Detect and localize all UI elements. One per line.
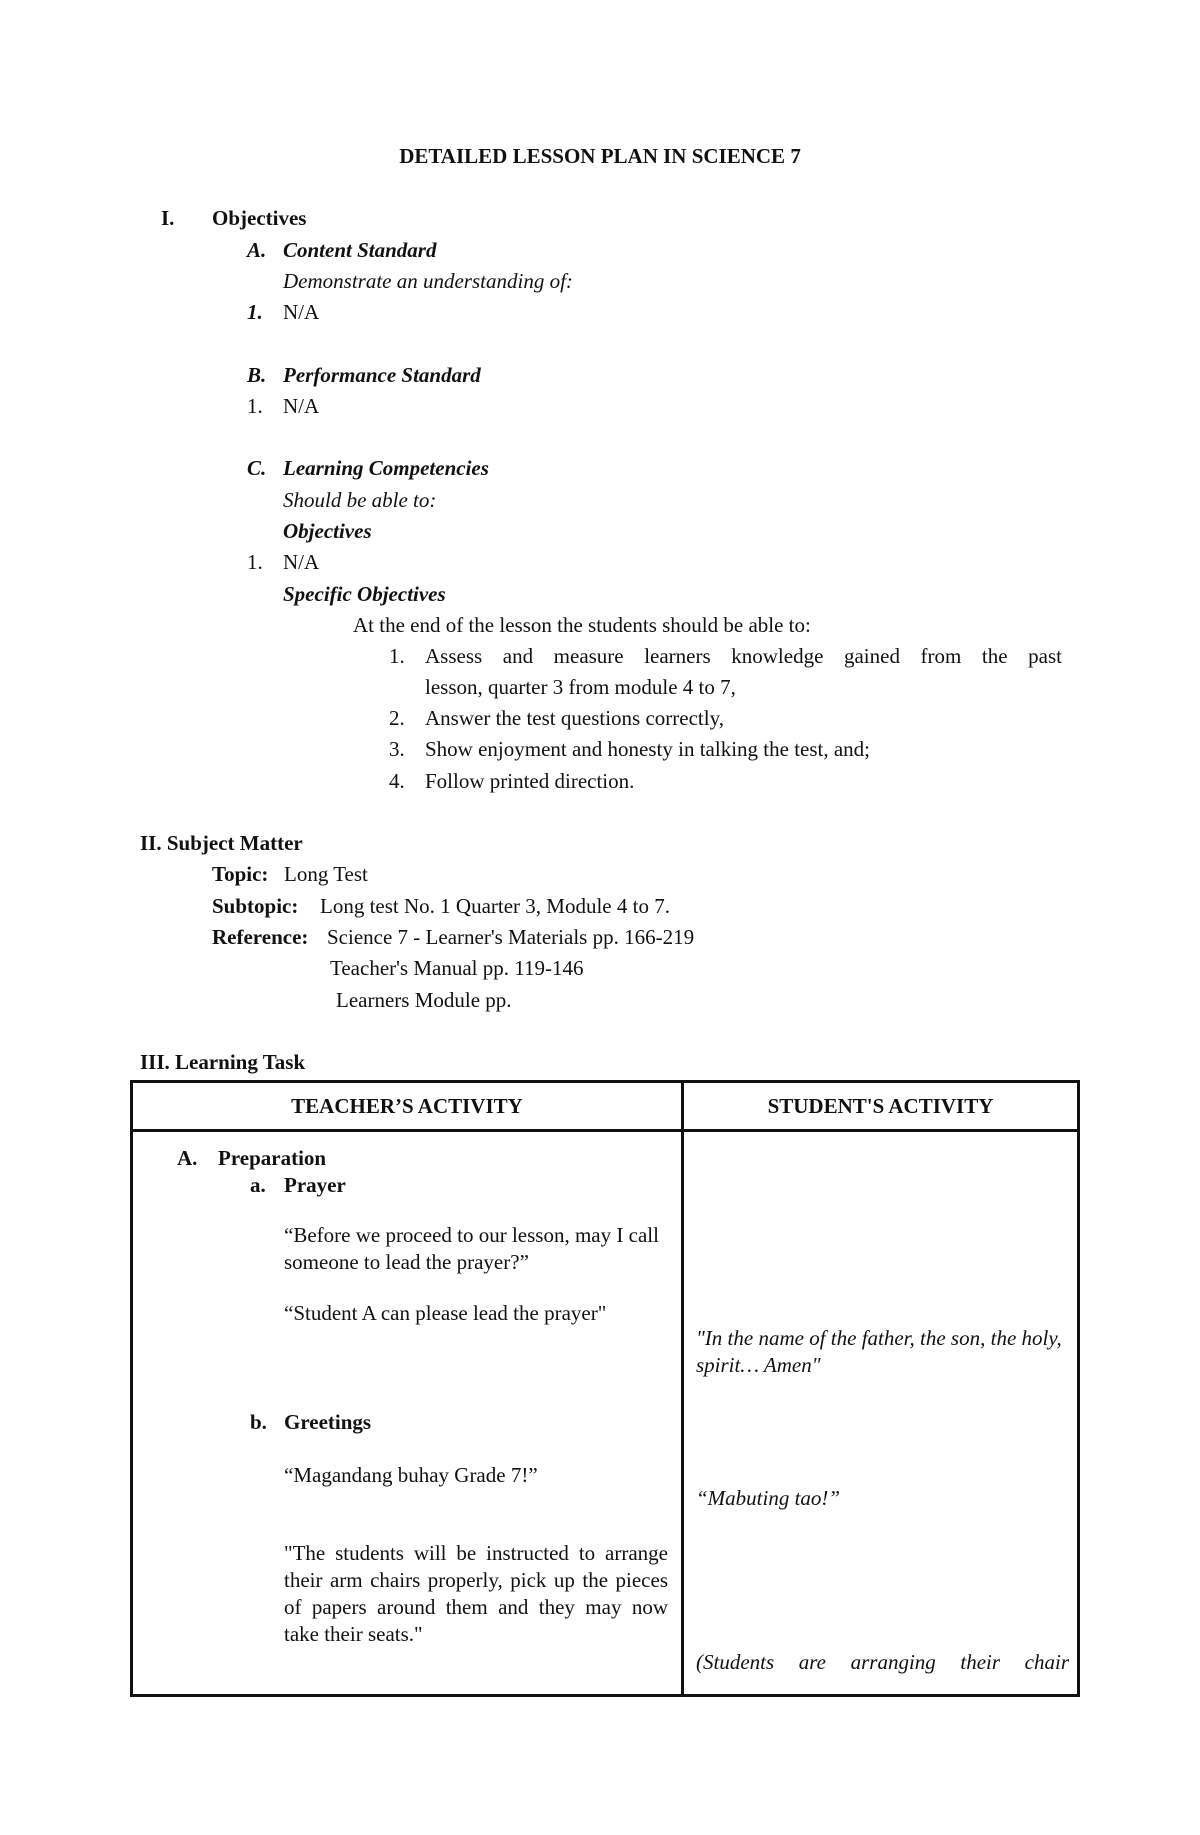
greetings-letter: b. [250,1410,267,1434]
teacher-activity-header: TEACHER’S ACTIVITY [132,1082,683,1131]
student-activity-header: STUDENT'S ACTIVITY [683,1082,1079,1131]
table-row [132,1131,1079,1696]
prayer-response: "In the name of the father, the son, the holy, spirit… Amen" [696,1326,1062,1377]
student-activity-cell [683,1131,1079,1696]
arranging-response: (Students are arranging their chair [696,1650,1069,1674]
specific-item-3-text: Show enjoyment and honesty in talking the test, and; [425,737,871,761]
performance-standard-letter: B. [247,363,267,387]
performance-standard-item-text: N/A [283,394,320,418]
reference-label: Reference: [212,925,309,949]
section-1-heading: Objectives [212,206,307,230]
document-title: DETAILED LESSON PLAN IN SCIENCE 7 [399,144,801,168]
greetings-response: “Mabuting tao!” [696,1486,841,1510]
table-header-row [132,1082,1079,1131]
prayer-quote-1: “Before we proceed to our lesson, may I call someone to lead the prayer?” [284,1223,659,1274]
seating-instruction: "The students will be instructed to arrange their arm chairs properly, pick up the pieces of papers around them and they may now take their seats." [284,1541,668,1646]
topic-label: Topic: [212,862,269,886]
greetings-quote: “Magandang buhay Grade 7!” [284,1463,538,1487]
specific-item-4-number: 4. [389,769,405,793]
learning-task-table [130,1080,1080,1697]
topic-value: Long Test [284,862,368,886]
content-standard-letter: A. [247,238,267,262]
subtopic-label: Subtopic: [212,894,299,918]
preparation-heading: Preparation [218,1146,327,1170]
reference-line-1: Science 7 - Learner's Materials pp. 166-219 [327,925,695,949]
section-3-heading: III. Learning Task [140,1050,306,1074]
preparation-letter: A. [177,1146,198,1170]
prayer-letter: a. [250,1173,266,1197]
specific-objectives-label: Specific Objectives [283,582,446,606]
specific-item-2-text: Answer the test questions correctly, [425,706,724,730]
content-standard-heading: Content Standard [283,238,437,262]
specific-item-1-line2: lesson, quarter 3 from module 4 to 7, [425,675,736,699]
prayer-quote-2: “Student A can please lead the prayer" [284,1301,607,1325]
specific-item-1-line1: Assess and measure learners knowledge gained from the past [425,644,1062,668]
specific-item-4-text: Follow printed direction. [425,769,635,793]
learning-competencies-item-number: 1. [247,550,263,574]
section-2-heading: II. Subject Matter [140,831,303,855]
specific-item-2-number: 2. [389,706,405,730]
content-standard-item-text: N/A [283,300,320,324]
learning-competencies-letter: C. [247,456,267,480]
performance-standard-item-number: 1. [247,394,263,418]
subtopic-value: Long test No. 1 Quarter 3, Module 4 to 7. [320,894,670,918]
learning-competencies-intro: Should be able to: [283,488,437,512]
specific-objectives-intro: At the end of the lesson the students should be able to: [353,613,811,637]
content-standard-item-number: 1. [247,300,263,324]
greetings-heading: Greetings [284,1410,372,1434]
objectives-label: Objectives [283,519,372,543]
performance-standard-heading: Performance Standard [283,363,481,387]
teacher-activity-cell [132,1131,683,1696]
content-standard-intro: Demonstrate an understanding of: [283,269,573,293]
specific-item-3-number: 3. [389,737,405,761]
reference-line-2: Teacher's Manual pp. 119-146 [330,956,584,980]
learning-competencies-item-text: N/A [283,550,320,574]
learning-competencies-heading: Learning Competencies [283,456,489,480]
prayer-heading: Prayer [284,1173,346,1197]
reference-line-3: Learners Module pp. [336,988,512,1012]
section-1-numeral: I. [161,206,175,230]
specific-item-1-number: 1. [389,644,405,668]
